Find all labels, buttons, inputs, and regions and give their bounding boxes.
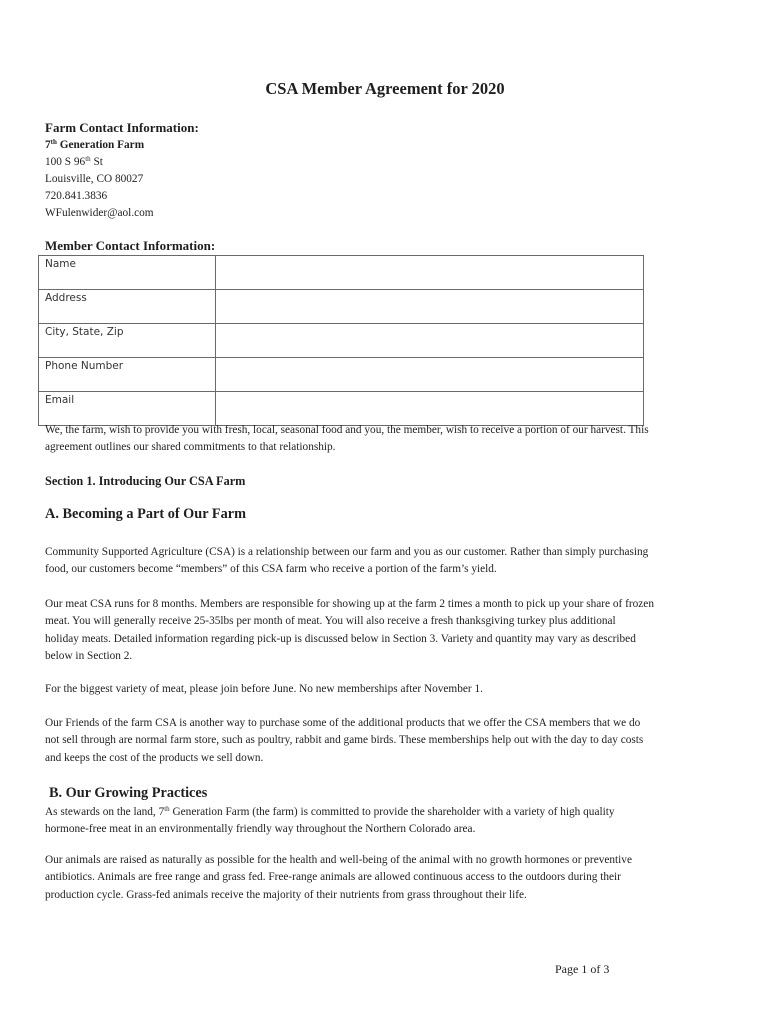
farm-name-sup: th xyxy=(50,138,57,146)
farm-name-rest: Generation Farm xyxy=(56,139,145,151)
table-row xyxy=(39,358,644,392)
table-row xyxy=(39,256,644,290)
name-label: Name xyxy=(39,256,216,290)
paragraph-line: hormone-free meat in an environmentally friendly way throughout the Northern Colorado area. xyxy=(45,823,476,836)
farm-phone: 720.841.3836 xyxy=(45,190,108,202)
paragraph-line: not sell through are normal farm store, such as poultry, rabbit and game birds. These memberships help out with the day to day costs xyxy=(45,734,644,747)
paragraph-line: antibiotics. Animals are free range and grass fed. Free-range animals are allowed continuous access to the outdoors during their xyxy=(45,871,621,884)
animals-paragraph xyxy=(45,852,730,904)
farm-address-sup: th xyxy=(85,155,91,163)
paragraph-line: and keeps the cost of the products we sell down. xyxy=(45,751,264,764)
stewards-paragraph xyxy=(45,804,730,839)
paragraph-line: Community Supported Agriculture (CSA) is a relationship between our farm and you as our customer. Rather than simply purchasing xyxy=(45,546,649,558)
paragraph-line: food, our customers become “members” of this CSA farm who receive a portion of the farm’s yield. xyxy=(45,563,497,576)
paragraph-line: meat. You will generally receive 25-35lbs per month of meat. You will also receive a fresh thanksgiving turkey plus additional xyxy=(45,615,616,628)
email-field[interactable] xyxy=(216,392,644,426)
city-state-zip-field[interactable] xyxy=(216,324,644,358)
stewards-pre: As stewards on the land, 7 xyxy=(45,806,165,818)
section-a-heading: A. Becoming a Part of Our Farm xyxy=(45,506,247,522)
meat-csa-paragraph xyxy=(45,596,730,665)
farm-contact-heading: Farm Contact Information: xyxy=(45,120,199,135)
farm-name-number: 7 xyxy=(45,139,51,151)
table-row xyxy=(39,392,644,426)
csa-definition-paragraph xyxy=(45,544,730,579)
member-contact-table xyxy=(38,255,644,426)
email-label: Email xyxy=(39,392,216,426)
paragraph-line: below in Section 2. xyxy=(45,649,133,662)
page-number: Page 1 of 3 xyxy=(555,962,610,976)
section-b-heading: B. Our Growing Practices xyxy=(49,785,208,801)
paragraph-line: holiday meats. Detailed information regarding pick-up is discussed below in Section 3. Variety and quantity may vary as described xyxy=(45,632,636,645)
table-row xyxy=(39,290,644,324)
friends-csa-paragraph xyxy=(45,715,730,767)
paragraph-line: Our meat CSA runs for 8 months. Members are responsible for showing up at the farm 2 times a month to pick up your share of frozen xyxy=(45,598,654,610)
paragraph-line: Our animals are raised as naturally as possible for the health and well-being of the animal with no growth hormones or preventive xyxy=(45,854,632,866)
table-row xyxy=(39,324,644,358)
farm-email: WFulenwider@aol.com xyxy=(45,207,154,219)
phone-number-field[interactable] xyxy=(216,358,644,392)
paragraph-line xyxy=(45,804,730,821)
intro-paragraph xyxy=(45,422,730,457)
address-label: Address xyxy=(39,290,216,324)
city-state-zip-label: City, State, Zip xyxy=(39,324,216,358)
paragraph-line: production cycle. Grass-fed animals receive the majority of their nutrients from grass throughout their life. xyxy=(45,888,527,901)
intro-line: agreement outlines our shared commitments to that relationship. xyxy=(45,441,336,454)
phone-number-label: Phone Number xyxy=(39,358,216,392)
farm-city: Louisville, CO 80027 xyxy=(45,173,144,185)
document-title: CSA Member Agreement for 2020 xyxy=(265,79,505,98)
paragraph-line: Our Friends of the farm CSA is another way to purchase some of the additional products that we offer the CSA members that we do xyxy=(45,717,641,729)
farm-name xyxy=(45,137,144,155)
name-field[interactable] xyxy=(216,256,644,290)
stewards-post: Generation Farm (the farm) is committed to provide the shareholder with a variety of high quality xyxy=(169,806,615,818)
section-1-heading: Section 1. Introducing Our CSA Farm xyxy=(45,474,246,488)
stewards-sup: th xyxy=(164,805,170,813)
member-contact-heading: Member Contact Information: xyxy=(45,238,216,253)
farm-address xyxy=(45,154,103,172)
join-deadline-paragraph: For the biggest variety of meat, please join before June. No new memberships after November 1. xyxy=(45,683,483,695)
farm-address-pre: 100 S 96 xyxy=(45,156,86,168)
farm-address-post: St xyxy=(90,156,103,168)
intro-line: We, the farm, wish to provide you with fresh, local, seasonal food and you, the member, wish to receive a portion of our harvest. This xyxy=(45,424,649,436)
address-field[interactable] xyxy=(216,290,644,324)
